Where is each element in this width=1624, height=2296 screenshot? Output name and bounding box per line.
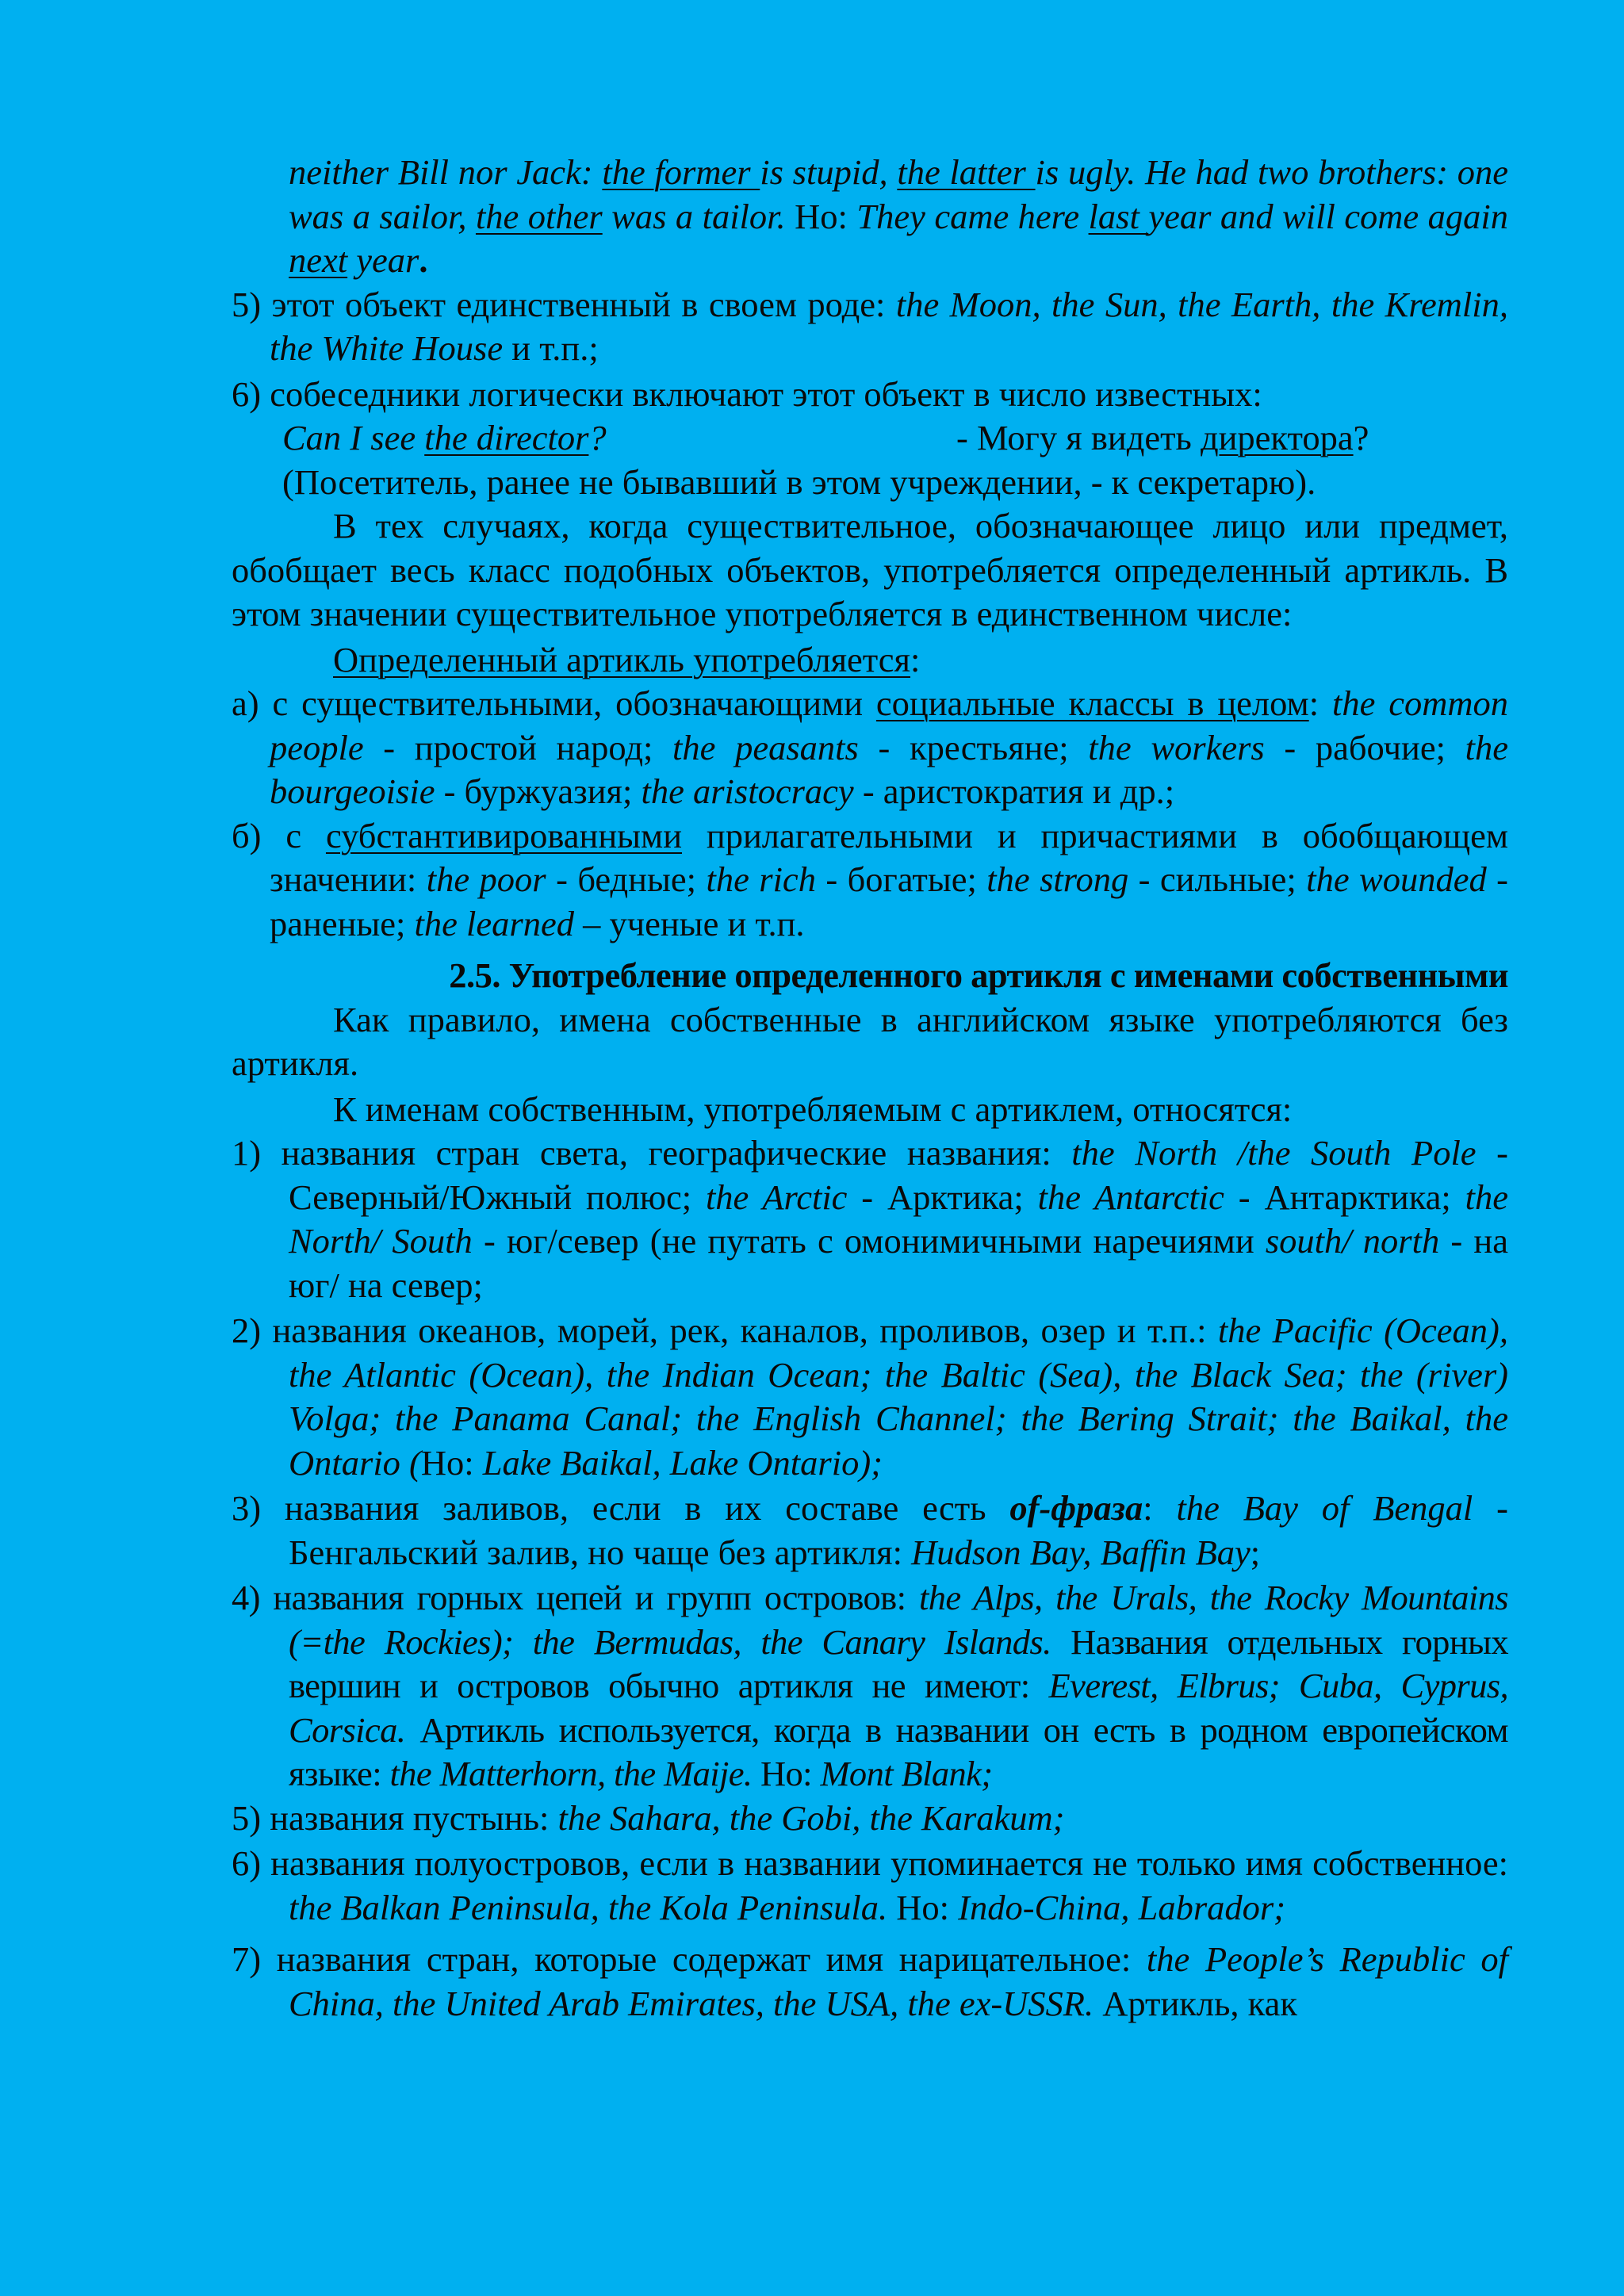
text: the former	[602, 152, 760, 192]
text: Но:	[785, 196, 857, 236]
text: - бедные;	[546, 859, 707, 899]
text: Но:	[887, 1887, 959, 1927]
paragraph-former-latter	[232, 151, 1508, 283]
text: а) с существительными, обозначающими	[232, 683, 876, 723]
text: the Pacific (Ocean), the Atlantic (Ocean), the Indian Ocean; the Baltic (Sea), the Black Sea; the (river) Volga; the Panama Canal; the English Channel; the Bering Strait; the Baikal, the Ontario (	[289, 1311, 1508, 1483]
text: Everest, Elbrus; Cuba, Cyprus, Corsica.	[289, 1666, 1508, 1750]
text: the North /the South Pole	[1071, 1133, 1477, 1173]
text: субстантивированными	[325, 815, 683, 855]
text: the Balkan Peninsula, the Kola Peninsula.	[289, 1887, 888, 1927]
list-item-6b	[232, 1842, 1508, 1930]
text: - сильные;	[1128, 859, 1307, 899]
text: ?	[588, 418, 607, 457]
text: the rich	[706, 859, 816, 899]
list-item-2	[232, 1309, 1508, 1485]
text: 5) названия пустынь:	[232, 1797, 558, 1838]
text: of-фраза	[1009, 1488, 1143, 1528]
text: - простой народ;	[363, 727, 673, 767]
text: 3) названия заливов, если в их составе есть	[232, 1488, 1010, 1528]
text: the Matterhorn, the Maije.	[389, 1754, 753, 1793]
text: - Антарктика;	[1224, 1177, 1465, 1217]
list-item-6	[232, 373, 1508, 417]
text: :	[1308, 683, 1332, 723]
text: - Арктика;	[847, 1177, 1038, 1217]
text: Hudson Bay, Baffin Bay	[911, 1532, 1251, 1572]
text: ;	[1250, 1532, 1261, 1572]
text: the Antarctic	[1037, 1177, 1224, 1217]
text: - Могу я видеть	[956, 418, 1201, 457]
text: next	[289, 240, 348, 280]
list-item-5	[232, 283, 1508, 371]
text: the Moon, the Sun, the Earth, the Kremlin, the White House	[270, 284, 1508, 368]
text: - аристократия и др.;	[853, 771, 1175, 811]
text: 4) названия горных цепей и групп островов:	[232, 1578, 919, 1617]
text: the Arctic	[705, 1177, 848, 1217]
paragraph-class: В тех случаях, когда существительное, обозначающее лицо или предмет, обобщает весь класс подобных объектов, употребляется определенный артикль. В этом значении существительное употребляется в единственном числе:	[232, 506, 1508, 633]
section-heading: 2.5. Употребление определенного артикля с именами собственными	[449, 955, 1508, 995]
text: the poor	[426, 859, 546, 899]
text: the other	[475, 196, 603, 236]
text: - на юг/ на север;	[289, 1221, 1508, 1305]
text: Lake Baikal, Lake Ontario);	[482, 1442, 883, 1483]
text: директора	[1200, 418, 1354, 457]
text: neither Bill nor Jack:	[289, 152, 603, 192]
text: 7) названия стран, которые содержат имя нарицательное:	[232, 1939, 1147, 1979]
list-item-b	[232, 814, 1508, 947]
text: the Sahara, the Gobi, the Karakum;	[557, 1797, 1065, 1838]
text: Но:	[752, 1754, 821, 1793]
text: the People’s Republic of China, the United Arab Emirates, the USA, the ex-USSR.	[289, 1939, 1509, 2023]
text: Артикль, как	[1094, 1983, 1297, 2023]
text: the bourgeoisie	[270, 727, 1508, 811]
text: прилагательными и причастиями в обобщающем значении:	[270, 815, 1508, 899]
text: - рабочие;	[1264, 727, 1465, 767]
text: ?	[1353, 418, 1369, 457]
text: year and will come again	[1148, 196, 1508, 236]
text: - Бенгальский залив, но чаще без артикля:	[289, 1488, 1508, 1572]
text: Названия отдельных горных вершин и островов обычно артикля не имеют:	[289, 1621, 1508, 1705]
text: 5) этот объект единственный в своем роде:	[232, 284, 896, 324]
text: Артикль используется, когда в названии он есть в родном европейском языке:	[289, 1709, 1508, 1793]
text: - буржуазия;	[435, 771, 642, 811]
text: the aristocracy	[641, 771, 854, 811]
example-note: (Посетитель, ранее не бывавший в этом учреждении, - к секретарю).	[282, 461, 1316, 502]
text: They came here	[856, 196, 1089, 236]
list-item-5b	[232, 1797, 1508, 1841]
text: - раненые;	[270, 859, 1508, 943]
text: last	[1088, 196, 1149, 236]
text: 1) названия стран света, географические названия:	[232, 1133, 1072, 1173]
example-row	[232, 416, 1508, 461]
text: is stupid,	[760, 152, 898, 192]
text: the peasants	[672, 727, 859, 767]
text: 6) названия полуостровов, если в названии упоминается не только имя собственное:	[232, 1843, 1508, 1883]
list-item-4	[232, 1576, 1508, 1797]
text: .	[419, 240, 428, 280]
text: - крестьяне;	[858, 727, 1089, 767]
paragraph-list-intro: К именам собственным, употребляемым с артиклем, относятся:	[333, 1089, 1293, 1129]
text: б) с	[232, 815, 326, 855]
text: south/ north	[1265, 1221, 1440, 1261]
text: was a tailor.	[602, 196, 786, 236]
text: :	[1143, 1488, 1177, 1528]
text: the wounded	[1306, 859, 1487, 899]
example-russian	[956, 416, 1369, 461]
text: социальные классы в целом	[875, 683, 1309, 723]
text: the common people	[270, 683, 1508, 767]
text: - Северный/Южный полюс;	[289, 1133, 1508, 1217]
example-english	[282, 416, 956, 461]
text: is ugly. He had two brothers: one was a sailor,	[289, 152, 1508, 236]
text: – ученые и т.п.	[573, 903, 805, 943]
text: - богатые;	[815, 859, 987, 899]
text: the latter	[897, 152, 1036, 192]
text: year	[347, 240, 419, 280]
text: the workers	[1088, 727, 1265, 767]
list-item-3	[232, 1487, 1508, 1575]
text: Mont Blank;	[820, 1754, 993, 1793]
text: 6) собеседники логически включают этот объект в число известных:	[232, 373, 1262, 414]
text: и т.п.;	[503, 328, 599, 368]
text: - юг/север (не путать с омонимичными наречиями	[472, 1221, 1266, 1261]
text: Indo-China, Labrador;	[958, 1887, 1286, 1927]
paragraph-rule: Как правило, имена собственные в английском языке употребляются без артикля.	[232, 999, 1508, 1083]
text: the director	[424, 418, 589, 457]
definite-article-title	[232, 638, 1508, 683]
text: the learned	[414, 903, 574, 943]
text: Но:	[420, 1442, 483, 1483]
list-item-7	[232, 1938, 1508, 2026]
text: :	[910, 639, 921, 679]
text: Определенный артикль употребляется	[333, 639, 910, 679]
text: the strong	[986, 859, 1129, 899]
text: the Alps, the Urals, the Rocky Mountains (=the Rockies); the Bermudas, the Canary Islands.	[289, 1578, 1509, 1662]
list-item-a	[232, 682, 1508, 814]
text: 2) названия океанов, морей, рек, каналов, проливов, озер и т.п.:	[232, 1311, 1218, 1350]
text: Can I see	[282, 418, 425, 457]
text: the Bay of Bengal	[1176, 1488, 1473, 1528]
list-item-1	[232, 1131, 1508, 1307]
text: the North/ South	[289, 1177, 1508, 1261]
